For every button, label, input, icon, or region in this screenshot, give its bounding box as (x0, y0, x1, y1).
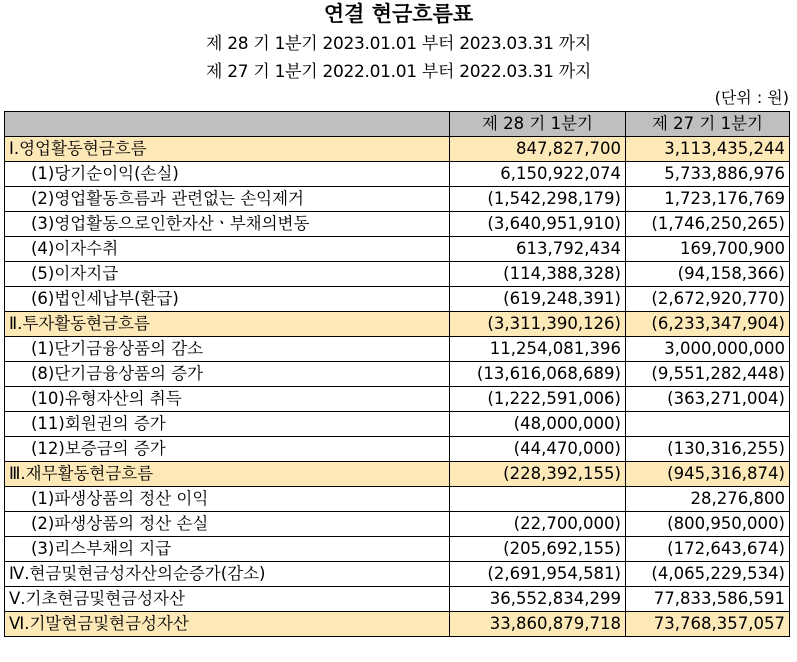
row-label: Ⅲ.재무활동현금흐름 (5, 462, 450, 487)
prior-value: 3,000,000,000 (626, 337, 790, 362)
current-value: (1,542,298,179) (450, 187, 626, 212)
table-header-row (5, 112, 790, 137)
table-row (5, 612, 790, 637)
table-row (5, 337, 790, 362)
current-value: (44,470,000) (450, 437, 626, 462)
prior-value: (6,233,347,904) (626, 312, 790, 337)
prior-value: 169,700,900 (626, 237, 790, 262)
row-label: (11)회원권의 증가 (5, 412, 450, 437)
current-value: 613,792,434 (450, 237, 626, 262)
current-value: (2,691,954,581) (450, 562, 626, 587)
table-row (5, 137, 790, 162)
table-row (5, 387, 790, 412)
table-row (5, 512, 790, 537)
table-row (5, 487, 790, 512)
prior-value: 77,833,586,591 (626, 587, 790, 612)
row-label: (6)법인세납부(환급) (5, 287, 450, 312)
current-value: (3,640,951,910) (450, 212, 626, 237)
row-label: (2)영업활동흐름과 관련없는 손익제거 (5, 187, 450, 212)
prior-value: (2,672,920,770) (626, 287, 790, 312)
current-value: 36,552,834,299 (450, 587, 626, 612)
table-row (5, 462, 790, 487)
prior-value: (1,746,250,265) (626, 212, 790, 237)
prior-value: (363,271,004) (626, 387, 790, 412)
row-label: Ⅳ.현금및현금성자산의순증가(감소) (5, 562, 450, 587)
prior-value: 5,733,886,976 (626, 162, 790, 187)
current-value: (48,000,000) (450, 412, 626, 437)
table-row (5, 437, 790, 462)
current-value: 33,860,879,718 (450, 612, 626, 637)
period-current: 제 28 기 1분기 2023.01.01 부터 2023.03.31 까지 (206, 34, 591, 54)
table-row (5, 262, 790, 287)
table-row (5, 212, 790, 237)
prior-value (626, 412, 790, 437)
row-label: (4)이자수취 (5, 237, 450, 262)
current-value: 847,827,700 (450, 137, 626, 162)
current-value: 11,254,081,396 (450, 337, 626, 362)
header-label (5, 112, 450, 137)
table-row (5, 237, 790, 262)
table-row (5, 362, 790, 387)
row-label: (3)리스부채의 지급 (5, 537, 450, 562)
row-label: (8)단기금융상품의 증가 (5, 362, 450, 387)
row-label: (10)유형자산의 취득 (5, 387, 450, 412)
current-value: (228,392,155) (450, 462, 626, 487)
prior-value: 3,113,435,244 (626, 137, 790, 162)
table-row (5, 587, 790, 612)
row-label: Ⅵ.기말현금및현금성자산 (5, 612, 450, 637)
current-value: (1,222,591,006) (450, 387, 626, 412)
current-value: (205,692,155) (450, 537, 626, 562)
row-label: (2)파생상품의 정산 손실 (5, 512, 450, 537)
row-label: Ⅰ.영업활동현금흐름 (5, 137, 450, 162)
table-row (5, 162, 790, 187)
table-row (5, 287, 790, 312)
prior-value: (4,065,229,534) (626, 562, 790, 587)
current-value: (3,311,390,126) (450, 312, 626, 337)
current-value: (13,616,068,689) (450, 362, 626, 387)
prior-value: (130,316,255) (626, 437, 790, 462)
header-prior: 제 27 기 1분기 (626, 112, 790, 137)
unit-label: (단위 : 원) (714, 88, 789, 107)
prior-value: 28,276,800 (626, 487, 790, 512)
row-label: (1)파생상품의 정산 이익 (5, 487, 450, 512)
prior-value: 1,723,176,769 (626, 187, 790, 212)
prior-value: 73,768,357,057 (626, 612, 790, 637)
table-row (5, 187, 790, 212)
table-row (5, 537, 790, 562)
period-prior: 제 27 기 1분기 2022.01.01 부터 2022.03.31 까지 (206, 62, 591, 82)
row-label: (1)단기금융상품의 감소 (5, 337, 450, 362)
table-row (5, 412, 790, 437)
prior-value: (9,551,282,448) (626, 362, 790, 387)
row-label: (12)보증금의 증가 (5, 437, 450, 462)
current-value: (22,700,000) (450, 512, 626, 537)
header-current: 제 28 기 1분기 (450, 112, 626, 137)
prior-value: (172,643,674) (626, 537, 790, 562)
row-label: (3)영업활동으로인한자산ㆍ부채의변동 (5, 212, 450, 237)
current-value: (114,388,328) (450, 262, 626, 287)
current-value: 6,150,922,074 (450, 162, 626, 187)
current-value (450, 487, 626, 512)
row-label: (1)당기순이익(손실) (5, 162, 450, 187)
row-label: Ⅴ.기초현금및현금성자산 (5, 587, 450, 612)
prior-value: (945,316,874) (626, 462, 790, 487)
prior-value: (94,158,366) (626, 262, 790, 287)
current-value: (619,248,391) (450, 287, 626, 312)
table-row (5, 562, 790, 587)
statement-title: 연결 현금흐름표 (323, 2, 474, 26)
row-label: Ⅱ.투자활동현금흐름 (5, 312, 450, 337)
row-label: (5)이자지급 (5, 262, 450, 287)
table-row (5, 312, 790, 337)
cash-flow-table (4, 111, 790, 637)
prior-value: (800,950,000) (626, 512, 790, 537)
